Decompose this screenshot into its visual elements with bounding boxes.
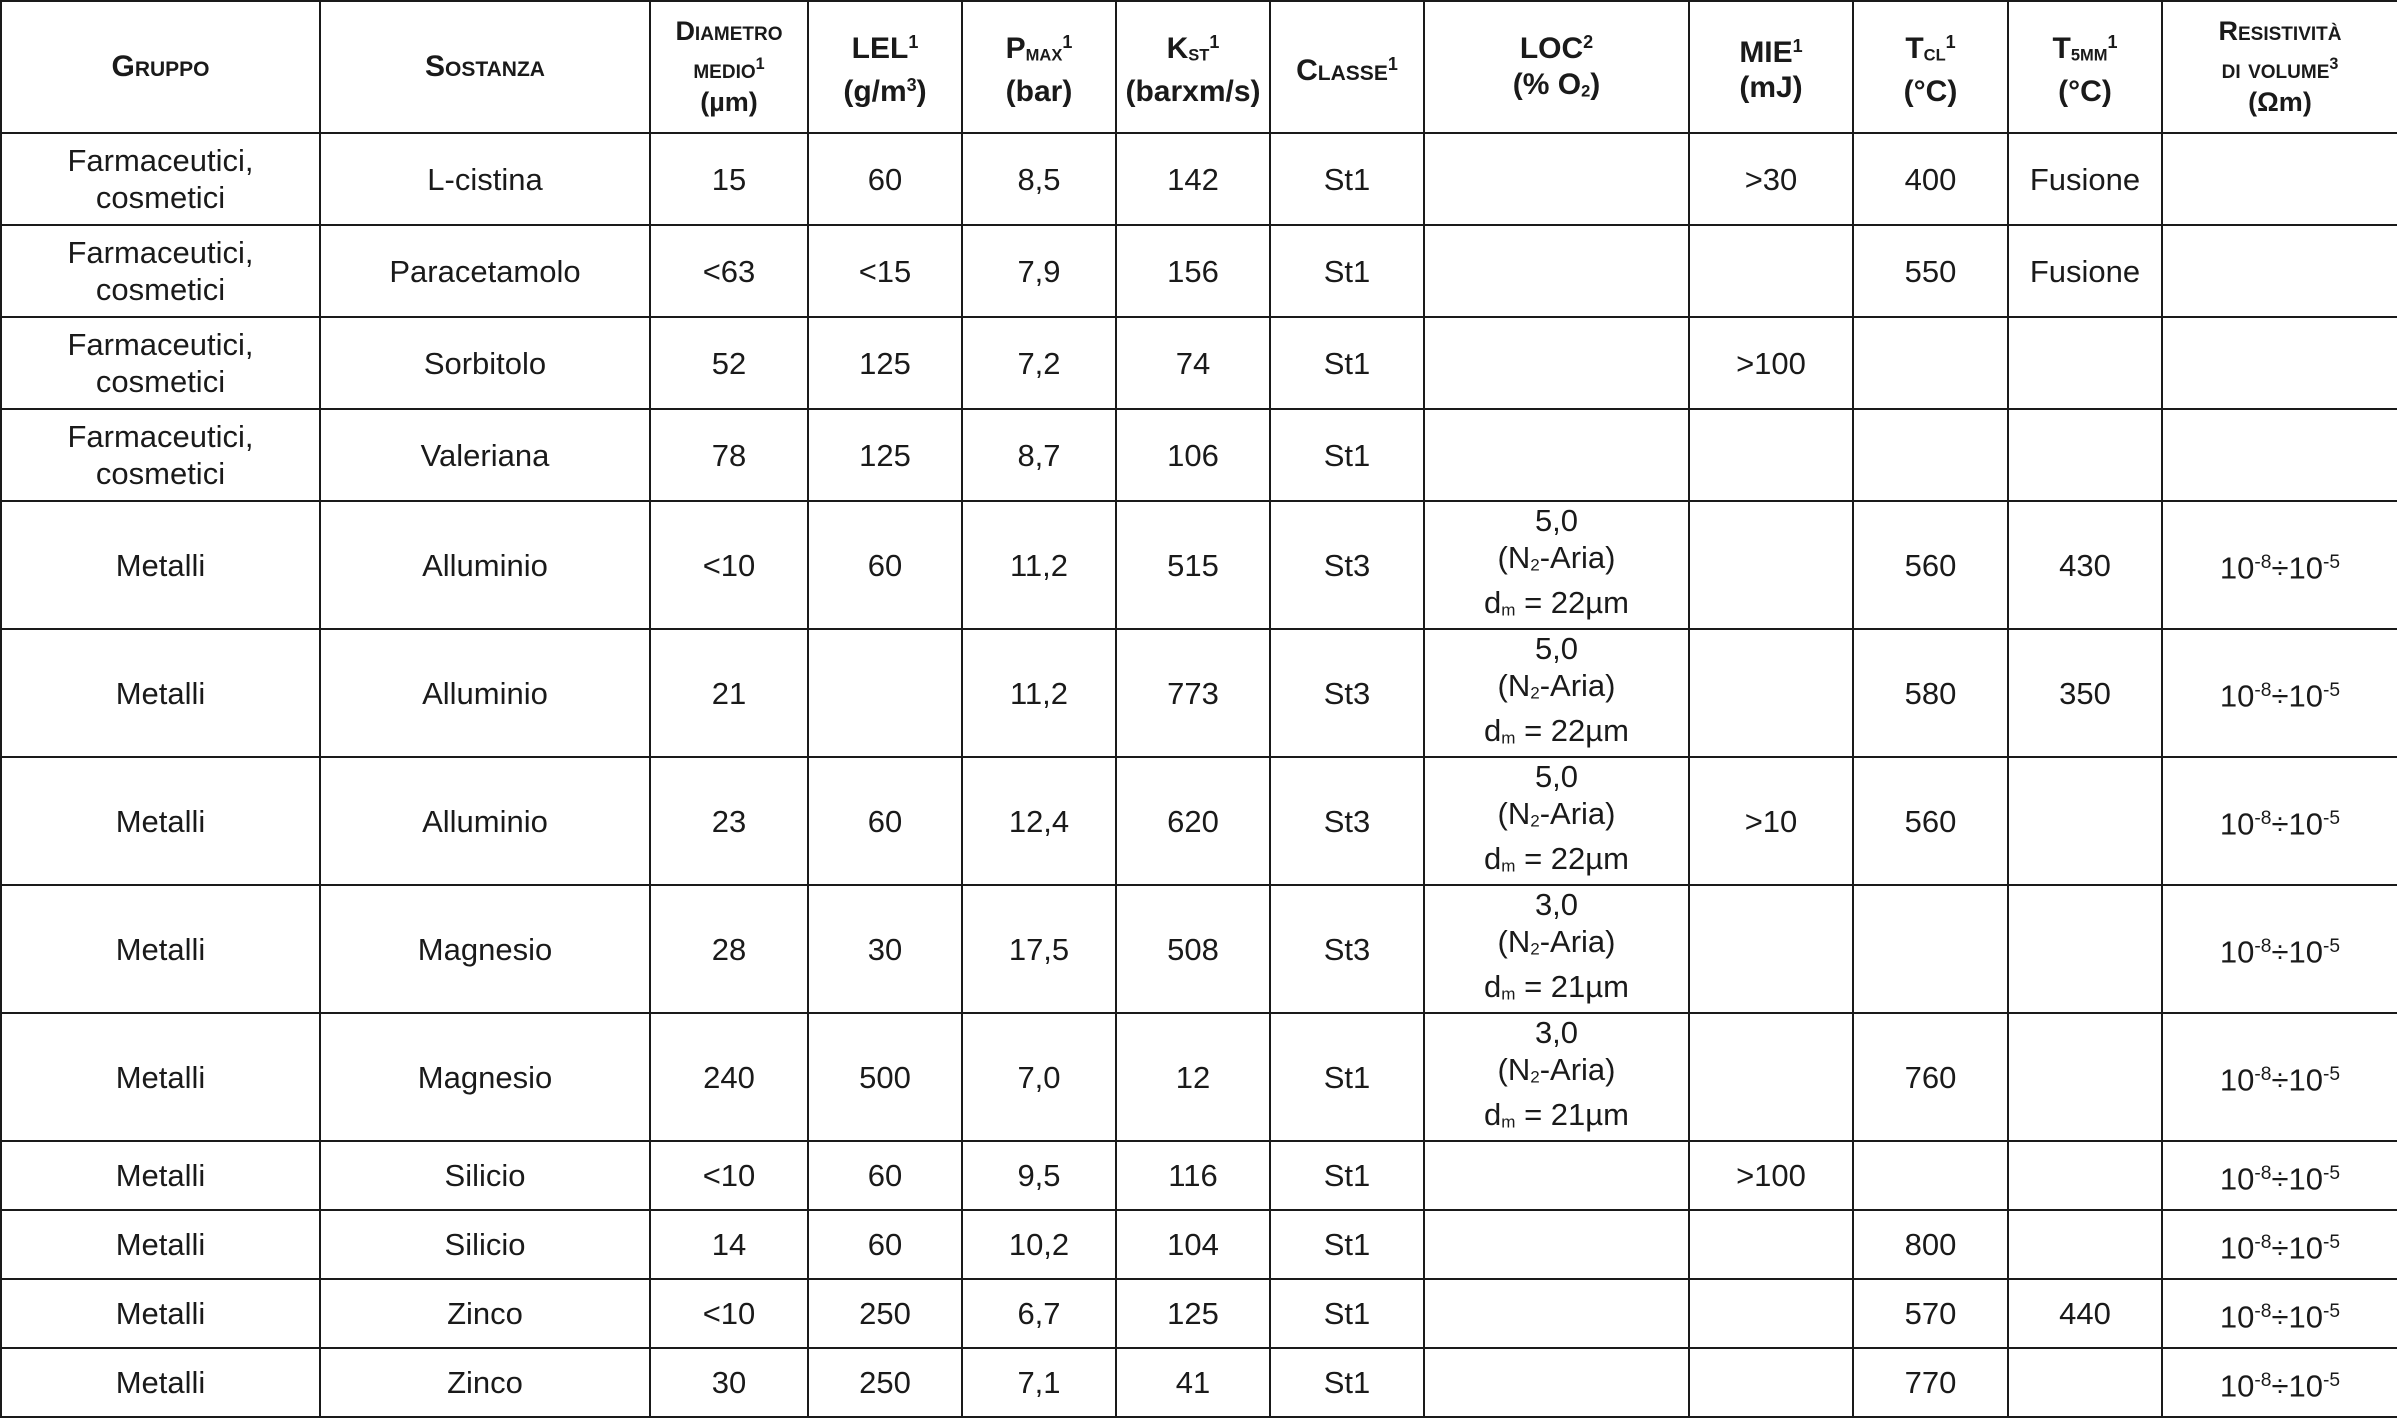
- cell-sostanza: Alluminio: [320, 629, 650, 757]
- cell-resistivita: $10^{-8}\div 10^{-5}$: [2162, 1141, 2397, 1210]
- cell-loc: [1424, 409, 1689, 501]
- cell-gruppo: Metalli: [1, 501, 320, 629]
- cell-loc: [1424, 1279, 1689, 1348]
- cell-loc: [1424, 885, 1689, 1013]
- cell-pmax: 6,7: [962, 1279, 1116, 1348]
- cell-diametro: 15: [650, 133, 808, 225]
- cell-pmax: 11,2: [962, 629, 1116, 757]
- cell-pmax: 8,7: [962, 409, 1116, 501]
- cell-pmax: 12,4: [962, 757, 1116, 885]
- cell-classe: St1: [1270, 1348, 1424, 1417]
- header-pmax: PMAX$^1$ (bar): [962, 1, 1116, 133]
- cell-loc: [1424, 757, 1689, 885]
- cell-t5mm: [2008, 757, 2162, 885]
- header-resistivita: Resistività di volume$^3$ (Ωm): [2162, 1, 2397, 133]
- cell-resistivita: $10^{-8}\div 10^{-5}$: [2162, 757, 2397, 885]
- loc-particle-size: dm = 21µm: [1484, 968, 1629, 1004]
- cell-loc: [1424, 501, 1689, 629]
- cell-diametro: 21: [650, 629, 808, 757]
- loc-gas: (N2-Aria): [1497, 924, 1616, 960]
- cell-mie: >100: [1689, 1141, 1853, 1210]
- cell-diametro: 28: [650, 885, 808, 1013]
- cell-lel: 60: [808, 1210, 962, 1279]
- cell-kst: 12: [1116, 1013, 1270, 1141]
- cell-pmax: 7,1: [962, 1348, 1116, 1417]
- cell-diametro: 14: [650, 1210, 808, 1279]
- cell-mie: >10: [1689, 757, 1853, 885]
- cell-lel: 250: [808, 1279, 962, 1348]
- loc-gas: (N2-Aria): [1497, 668, 1616, 704]
- cell-loc: [1424, 1348, 1689, 1417]
- cell-gruppo: Metalli: [1, 1348, 320, 1417]
- cell-loc: [1424, 629, 1689, 757]
- cell-lel: 250: [808, 1348, 962, 1417]
- cell-lel: [808, 629, 962, 757]
- header-t5mm: $T5MM^1$ (°C): [2008, 1, 2162, 133]
- cell-pmax: 17,5: [962, 885, 1116, 1013]
- cell-lel: <15: [808, 225, 962, 317]
- cell-tcl: [1853, 1141, 2008, 1210]
- cell-kst: 773: [1116, 629, 1270, 757]
- cell-loc: [1424, 1210, 1689, 1279]
- cell-gruppo: Metalli: [1, 757, 320, 885]
- cell-kst: 41: [1116, 1348, 1270, 1417]
- table-row: [1, 409, 2397, 501]
- cell-resistivita: [2162, 133, 2397, 225]
- cell-gruppo: Farmaceutici, cosmetici: [1, 409, 320, 501]
- cell-loc: [1424, 1141, 1689, 1210]
- cell-sostanza: Zinco: [320, 1348, 650, 1417]
- header-sostanza: Sostanza: [320, 1, 650, 133]
- loc-particle-size: dm = 21µm: [1484, 1096, 1629, 1132]
- table-row: [1, 317, 2397, 409]
- cell-resistivita: $10^{-8}\div 10^{-5}$: [2162, 501, 2397, 629]
- cell-t5mm: 430: [2008, 501, 2162, 629]
- cell-tcl: 800: [1853, 1210, 2008, 1279]
- cell-mie: [1689, 1279, 1853, 1348]
- cell-gruppo: Metalli: [1, 885, 320, 1013]
- header-tcl: TCL$^1$ (°C): [1853, 1, 2008, 133]
- cell-diametro: <63: [650, 225, 808, 317]
- cell-kst: 116: [1116, 1141, 1270, 1210]
- table-row: [1, 1210, 2397, 1279]
- loc-value: 5,0: [1534, 631, 1579, 667]
- cell-lel: 125: [808, 317, 962, 409]
- cell-kst: 74: [1116, 317, 1270, 409]
- cell-kst: 508: [1116, 885, 1270, 1013]
- cell-diametro: 23: [650, 757, 808, 885]
- cell-pmax: 10,2: [962, 1210, 1116, 1279]
- cell-tcl: 400: [1853, 133, 2008, 225]
- cell-pmax: 11,2: [962, 501, 1116, 629]
- loc-gas: (N2-Aria): [1497, 540, 1616, 575]
- cell-tcl: 560: [1853, 757, 2008, 885]
- cell-sostanza: Silicio: [320, 1141, 650, 1210]
- loc-value: 5,0: [1534, 759, 1579, 795]
- cell-gruppo: Metalli: [1, 1141, 320, 1210]
- cell-diametro: 30: [650, 1348, 808, 1417]
- cell-classe: St1: [1270, 1279, 1424, 1348]
- cell-t5mm: [2008, 1013, 2162, 1141]
- cell-gruppo: Metalli: [1, 1279, 320, 1348]
- cell-mie: [1689, 629, 1853, 757]
- cell-sostanza: L-cistina: [320, 133, 650, 225]
- cell-lel: 60: [808, 133, 962, 225]
- cell-classe: St1: [1270, 317, 1424, 409]
- cell-pmax: 9,5: [962, 1141, 1116, 1210]
- cell-lel: 500: [808, 1013, 962, 1141]
- loc-gas: (N2-Aria): [1497, 796, 1616, 832]
- table-row: [1, 225, 2397, 317]
- cell-resistivita: $10^{-8}\div 10^{-5}$: [2162, 629, 2397, 757]
- cell-kst: 620: [1116, 757, 1270, 885]
- cell-resistivita: $10^{-8}\div 10^{-5}$: [2162, 1210, 2397, 1279]
- cell-resistivita: [2162, 225, 2397, 317]
- cell-kst: 106: [1116, 409, 1270, 501]
- cell-diametro: 240: [650, 1013, 808, 1141]
- cell-sostanza: Silicio: [320, 1210, 650, 1279]
- cell-diametro: <10: [650, 1141, 808, 1210]
- cell-lel: 60: [808, 757, 962, 885]
- cell-mie: >30: [1689, 133, 1853, 225]
- cell-resistivita: $10^{-8}\div 10^{-5}$: [2162, 1348, 2397, 1417]
- cell-classe: St1: [1270, 133, 1424, 225]
- header-kst: KST$^1$ (barxm/s): [1116, 1, 1270, 133]
- table-row: [1, 1279, 2397, 1348]
- header-gruppo: Gruppo: [1, 1, 320, 133]
- cell-gruppo: Farmaceutici, cosmetici: [1, 225, 320, 317]
- cell-gruppo: Metalli: [1, 629, 320, 757]
- cell-resistivita: [2162, 317, 2397, 409]
- cell-t5mm: [2008, 885, 2162, 1013]
- cell-sostanza: Sorbitolo: [320, 317, 650, 409]
- cell-diametro: <10: [650, 1279, 808, 1348]
- loc-particle-size: dm = 22µm: [1484, 840, 1629, 876]
- cell-kst: 104: [1116, 1210, 1270, 1279]
- cell-loc: [1424, 225, 1689, 317]
- cell-t5mm: [2008, 1210, 2162, 1279]
- table-row: [1, 501, 2397, 629]
- table-header: [1, 1, 2397, 133]
- cell-gruppo: Metalli: [1, 1013, 320, 1141]
- table-row: [1, 757, 2397, 885]
- cell-tcl: 760: [1853, 1013, 2008, 1141]
- cell-lel: 60: [808, 501, 962, 629]
- cell-classe: St3: [1270, 885, 1424, 1013]
- cell-mie: >100: [1689, 317, 1853, 409]
- cell-diametro: <10: [650, 501, 808, 629]
- cell-mie: [1689, 1013, 1853, 1141]
- cell-pmax: 8,5: [962, 133, 1116, 225]
- cell-classe: St1: [1270, 1210, 1424, 1279]
- cell-resistivita: $10^{-8}\div 10^{-5}$: [2162, 885, 2397, 1013]
- cell-sostanza: Alluminio: [320, 501, 650, 629]
- loc-gas: (N2-Aria): [1497, 1052, 1616, 1088]
- loc-value: 3,0: [1534, 887, 1579, 923]
- cell-mie: [1689, 1348, 1853, 1417]
- cell-sostanza: Zinco: [320, 1279, 650, 1348]
- cell-gruppo: Metalli: [1, 1210, 320, 1279]
- cell-kst: 515: [1116, 501, 1270, 629]
- header-lel: LEL$^1$ $(g/m^3)$: [808, 1, 962, 133]
- cell-sostanza: Alluminio: [320, 757, 650, 885]
- cell-t5mm: [2008, 317, 2162, 409]
- cell-resistivita: $10^{-8}\div 10^{-5}$: [2162, 1013, 2397, 1141]
- cell-resistivita: [2162, 409, 2397, 501]
- table-row: [1, 133, 2397, 225]
- cell-loc: [1424, 317, 1689, 409]
- cell-classe: St1: [1270, 409, 1424, 501]
- cell-tcl: [1853, 885, 2008, 1013]
- cell-tcl: 770: [1853, 1348, 2008, 1417]
- table-body: [1, 133, 2397, 1417]
- cell-diametro: 78: [650, 409, 808, 501]
- cell-mie: [1689, 885, 1853, 1013]
- cell-mie: [1689, 1210, 1853, 1279]
- header-mie: MIE$^1$ (mJ): [1689, 1, 1853, 133]
- cell-loc: [1424, 1013, 1689, 1141]
- header-diametro-medio: Diametro medio$^1$ (µm): [650, 1, 808, 133]
- cell-lel: 125: [808, 409, 962, 501]
- cell-t5mm: [2008, 1141, 2162, 1210]
- cell-tcl: 550: [1853, 225, 2008, 317]
- cell-mie: [1689, 225, 1853, 317]
- cell-t5mm: [2008, 409, 2162, 501]
- loc-value: 5,0: [1534, 503, 1579, 538]
- header-classe: Classe$^1$: [1270, 1, 1424, 133]
- cell-classe: St3: [1270, 501, 1424, 629]
- cell-classe: St1: [1270, 225, 1424, 317]
- cell-kst: 142: [1116, 133, 1270, 225]
- cell-t5mm: [2008, 1348, 2162, 1417]
- table-row: [1, 885, 2397, 1013]
- cell-t5mm: Fusione: [2008, 133, 2162, 225]
- cell-mie: [1689, 409, 1853, 501]
- cell-tcl: 560: [1853, 501, 2008, 629]
- cell-tcl: 580: [1853, 629, 2008, 757]
- cell-kst: 125: [1116, 1279, 1270, 1348]
- cell-pmax: 7,0: [962, 1013, 1116, 1141]
- loc-particle-size: dm = 22µm: [1484, 712, 1629, 748]
- cell-classe: St3: [1270, 629, 1424, 757]
- cell-t5mm: Fusione: [2008, 225, 2162, 317]
- cell-sostanza: Magnesio: [320, 1013, 650, 1141]
- cell-tcl: 570: [1853, 1279, 2008, 1348]
- table-row: [1, 629, 2397, 757]
- header-loc: LOC$^2$ (% O2): [1424, 1, 1689, 133]
- cell-resistivita: $10^{-8}\div 10^{-5}$: [2162, 1279, 2397, 1348]
- table-row: [1, 1013, 2397, 1141]
- cell-pmax: 7,2: [962, 317, 1116, 409]
- cell-classe: St3: [1270, 757, 1424, 885]
- cell-loc: [1424, 133, 1689, 225]
- cell-sostanza: Valeriana: [320, 409, 650, 501]
- cell-t5mm: 350: [2008, 629, 2162, 757]
- table-row: [1, 1141, 2397, 1210]
- table-row: [1, 1348, 2397, 1417]
- cell-gruppo: Farmaceutici, cosmetici: [1, 317, 320, 409]
- cell-lel: 30: [808, 885, 962, 1013]
- cell-mie: [1689, 501, 1853, 629]
- cell-kst: 156: [1116, 225, 1270, 317]
- cell-lel: 60: [808, 1141, 962, 1210]
- cell-sostanza: Paracetamolo: [320, 225, 650, 317]
- cell-pmax: 7,9: [962, 225, 1116, 317]
- cell-sostanza: Magnesio: [320, 885, 650, 1013]
- loc-value: 3,0: [1534, 1015, 1579, 1051]
- cell-classe: St1: [1270, 1013, 1424, 1141]
- loc-particle-size: dm = 22µm: [1484, 584, 1629, 620]
- cell-gruppo: Farmaceutici, cosmetici: [1, 133, 320, 225]
- cell-tcl: [1853, 317, 2008, 409]
- header-row: [1, 1, 2397, 133]
- cell-diametro: 52: [650, 317, 808, 409]
- cell-tcl: [1853, 409, 2008, 501]
- cell-t5mm: 440: [2008, 1279, 2162, 1348]
- cell-classe: St1: [1270, 1141, 1424, 1210]
